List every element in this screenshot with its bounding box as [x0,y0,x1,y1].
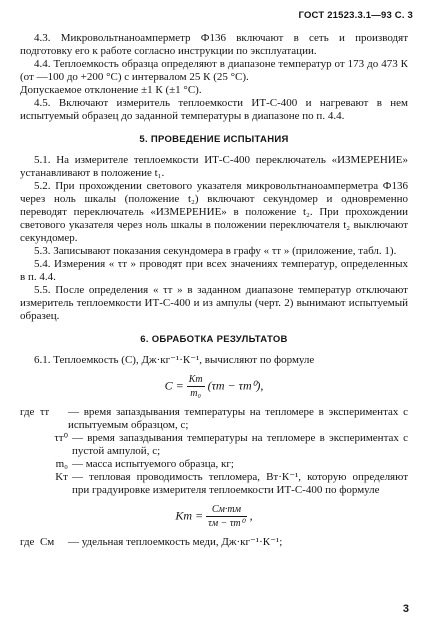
formula-fraction [187,373,205,400]
paragraph-5-2: 5.2. При прохождении светового указателя микровольтнаноамперметра Ф136 через ноль шкалы (положение t₂) включают секундомер и одновременно переводят переключатель «ИЗМЕРЕНИЕ» в положение t₂. При прохождении светового указателя через ноль шкалы в положении переключателя t₂ выключают секундомер. [20,180,408,244]
definition-row [20,432,408,458]
paragraph-5-1: 5.1. На измерителе теплоемкости ИТ-С-400 переключатель «ИЗМЕРЕНИЕ» устанавливают в положение t₁. [20,154,408,179]
definition-text: — масса испытуемого образца, кг; [72,458,234,470]
definition-text: — время запаздывания температуры на тепломере в экспериментах с пустой ампулой, с; [72,432,408,457]
page-number: 3 [402,603,409,615]
formula-lhs: C = [164,378,184,393]
section-5-title: 5. ПРОВЕДЕНИЕ ИСПЫТАНИЯ [139,134,289,145]
definition-where-label: где τт [20,406,50,418]
paragraph-6-1: 6.1. Теплоемкость (С), Дж·кг⁻¹·К⁻¹, вычисляют по формуле [34,354,315,366]
definition-symbol: m₀ [55,458,68,470]
definition-row [20,406,408,432]
definition-text: — удельная теплоемкость меди, Дж·кг⁻¹·К⁻¹; [68,536,283,548]
formula-tail: , [249,508,253,523]
definition-text: — тепловая проводимость тепломера, Вт·К⁻¹, которую определяют при градуировке измерителя теплоемкости ИТ-С-400 по формуле [72,471,408,496]
definition-row [20,536,408,549]
document-body [20,32,408,549]
definition-symbol: Kт [55,471,68,483]
running-header: ГОСТ 21523.3.1—93 С. 3 [298,10,413,21]
paragraph-5-5: 5.5. После определения « τт » в заданном диапазоне температур отключают измеритель теплоемкости ИТ-С-400 и из ампулы (черт. 2) вынимают испытуемый образец. [20,284,408,322]
paragraph-4-4: 4.4. Теплоемкость образца определяют в диапазоне температур от 173 до 473 К (от —100 до +200 °С) с интервалом 25 К (25 °С). [20,58,408,83]
formula-conductance [20,503,408,530]
fraction-denominator: m₀ [190,388,201,399]
section-6-title: 6. ОБРАБОТКА РЕЗУЛЬТАТОВ [140,334,288,345]
formula-heat-capacity [20,373,408,400]
paragraph-4-5: 4.5. Включают измеритель теплоемкости ИТ-С-400 и нагревают в нем испытуемый образец до заданной температуры в диапазоне по п. 4.4. [20,97,408,122]
definition-symbol: τт⁰ [54,432,68,444]
paragraph-4-4-tolerance: Допускаемое отклонение ±1 К (±1 °С). [20,84,202,96]
paragraph-5-4: 5.4. Измерения « τт » проводят при всех значениях температур, определенных в п. 4.4. [20,258,408,283]
definition-where-label: где Cм [20,536,55,548]
paragraph-5-3: 5.3. Записывают показания секундомера в графу « τт » (приложение, табл. 1). [34,245,397,257]
formula-rhs: (τт − τт⁰), [207,378,264,393]
formula-fraction [206,503,247,530]
fraction-numerator: Kт [188,374,203,385]
definition-row [20,471,408,497]
definition-text: — время запаздывания температуры на тепломере в экспериментах с испытуемым образцом, с; [68,406,408,431]
fraction-denominator: τм − τт⁰ [208,518,245,529]
formula-lhs: Kт = [175,508,204,523]
definition-row [20,458,408,471]
paragraph-4-3: 4.3. Микровольтнаноамперметр Ф136 включают в сеть и производят подготовку его к работе согласно инструкции по эксплуатации. [20,32,408,57]
fraction-numerator: Cм·mм [206,503,247,517]
